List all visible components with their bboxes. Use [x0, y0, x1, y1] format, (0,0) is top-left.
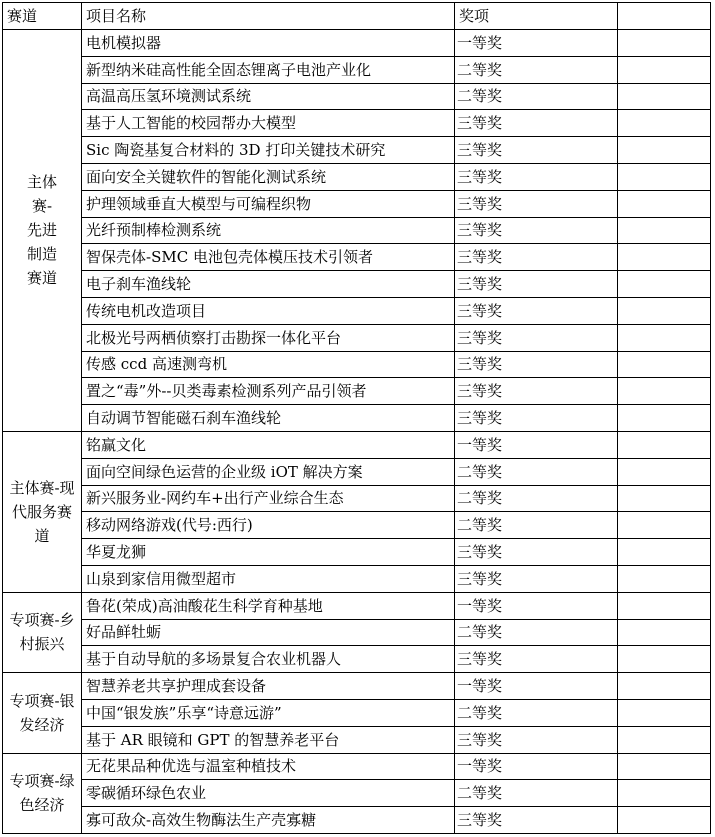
award-cell: 三等奖	[455, 217, 618, 244]
table-row	[3, 110, 711, 137]
table-row	[3, 646, 711, 673]
table-row	[3, 190, 711, 217]
awards-table-body	[3, 30, 711, 834]
extra-cell	[618, 405, 711, 432]
award-cell: 二等奖	[455, 619, 618, 646]
extra-cell	[618, 378, 711, 405]
track-cell: 专项赛-绿色经济	[3, 753, 82, 833]
table-row	[3, 512, 711, 539]
extra-cell	[618, 485, 711, 512]
table-row	[3, 619, 711, 646]
award-cell: 一等奖	[455, 592, 618, 619]
project-name-cell: 高温高压氢环境测试系统	[82, 83, 455, 110]
extra-cell	[618, 512, 711, 539]
extra-cell	[618, 726, 711, 753]
table-row	[3, 297, 711, 324]
project-name-cell: 中国“银发族”乐享“诗意远游”	[82, 699, 455, 726]
project-name-cell: 零碳循环绿色农业	[82, 780, 455, 807]
track-cell: 主体赛-先进制造赛道	[3, 30, 82, 432]
extra-cell	[618, 780, 711, 807]
extra-cell	[618, 458, 711, 485]
award-cell: 三等奖	[455, 646, 618, 673]
award-cell: 一等奖	[455, 431, 618, 458]
extra-cell	[618, 807, 711, 834]
project-name-cell: 置之“毒”外--贝类毒素检测系列产品引领者	[82, 378, 455, 405]
table-row	[3, 163, 711, 190]
extra-cell	[618, 565, 711, 592]
award-cell: 三等奖	[455, 351, 618, 378]
award-cell: 一等奖	[455, 30, 618, 57]
award-cell: 三等奖	[455, 807, 618, 834]
project-name-cell: 基于 AR 眼镜和 GPT 的智慧养老平台	[82, 726, 455, 753]
project-name-cell: 新型纳米硅高性能全固态锂离子电池产业化	[82, 56, 455, 83]
table-row	[3, 807, 711, 834]
header-extra	[618, 3, 711, 30]
project-name-cell: 寡可敌众-高效生物酶法生产壳寡糖	[82, 807, 455, 834]
award-cell: 二等奖	[455, 83, 618, 110]
project-name-cell: 好品鲜牡蛎	[82, 619, 455, 646]
table-row	[3, 244, 711, 271]
table-row	[3, 378, 711, 405]
extra-cell	[618, 699, 711, 726]
table-row	[3, 324, 711, 351]
extra-cell	[618, 83, 711, 110]
extra-cell	[618, 351, 711, 378]
header-track: 赛道	[3, 3, 82, 30]
extra-cell	[618, 244, 711, 271]
award-cell: 二等奖	[455, 458, 618, 485]
project-name-cell: 无花果品种优选与温室种植技术	[82, 753, 455, 780]
track-cell: 主体赛-现代服务赛道	[3, 431, 82, 592]
extra-cell	[618, 56, 711, 83]
project-name-cell: 电机模拟器	[82, 30, 455, 57]
table-row	[3, 485, 711, 512]
extra-cell	[618, 110, 711, 137]
extra-cell	[618, 753, 711, 780]
header-award: 奖项	[455, 3, 618, 30]
project-name-cell: 面向空间绿色运营的企业级 iOT 解决方案	[82, 458, 455, 485]
table-row	[3, 458, 711, 485]
extra-cell	[618, 592, 711, 619]
award-cell: 二等奖	[455, 485, 618, 512]
award-cell: 三等奖	[455, 324, 618, 351]
project-name-cell: 自动调节智能磁石刹车渔线轮	[82, 405, 455, 432]
table-row	[3, 137, 711, 164]
table-row	[3, 565, 711, 592]
track-cell: 专项赛-银发经济	[3, 673, 82, 753]
award-cell: 三等奖	[455, 565, 618, 592]
award-cell: 三等奖	[455, 110, 618, 137]
extra-cell	[618, 30, 711, 57]
track-cell: 专项赛-乡村振兴	[3, 592, 82, 672]
extra-cell	[618, 190, 711, 217]
awards-document	[2, 2, 711, 834]
table-row	[3, 780, 711, 807]
table-row	[3, 217, 711, 244]
extra-cell	[618, 619, 711, 646]
award-cell: 三等奖	[455, 378, 618, 405]
project-name-cell: 电子刹车渔线轮	[82, 271, 455, 298]
award-cell: 三等奖	[455, 190, 618, 217]
project-name-cell: 华夏龙狮	[82, 539, 455, 566]
award-cell: 二等奖	[455, 699, 618, 726]
project-name-cell: 山泉到家信用微型超市	[82, 565, 455, 592]
table-row	[3, 431, 711, 458]
project-name-cell: Sic 陶瓷基复合材料的 3D 打印关键技术研究	[82, 137, 455, 164]
project-name-cell: 传统电机改造项目	[82, 297, 455, 324]
award-cell: 三等奖	[455, 244, 618, 271]
award-cell: 二等奖	[455, 56, 618, 83]
award-cell: 二等奖	[455, 780, 618, 807]
table-row	[3, 592, 711, 619]
award-cell: 三等奖	[455, 726, 618, 753]
table-row	[3, 753, 711, 780]
award-cell: 三等奖	[455, 137, 618, 164]
header-project: 项目名称	[82, 3, 455, 30]
extra-cell	[618, 217, 711, 244]
header-row	[3, 3, 711, 30]
award-cell: 三等奖	[455, 539, 618, 566]
project-name-cell: 护理领域垂直大模型与可编程织物	[82, 190, 455, 217]
table-row	[3, 673, 711, 700]
award-cell: 三等奖	[455, 405, 618, 432]
award-cell: 三等奖	[455, 271, 618, 298]
table-row	[3, 405, 711, 432]
project-name-cell: 新兴服务业-网约车+出行产业综合生态	[82, 485, 455, 512]
extra-cell	[618, 673, 711, 700]
project-name-cell: 面向安全关键软件的智能化测试系统	[82, 163, 455, 190]
project-name-cell: 智慧养老共享护理成套设备	[82, 673, 455, 700]
award-cell: 三等奖	[455, 163, 618, 190]
table-row	[3, 351, 711, 378]
extra-cell	[618, 271, 711, 298]
project-name-cell: 基于人工智能的校园帮办大模型	[82, 110, 455, 137]
table-row	[3, 56, 711, 83]
award-cell: 三等奖	[455, 297, 618, 324]
project-name-cell: 铭赢文化	[82, 431, 455, 458]
extra-cell	[618, 163, 711, 190]
table-row	[3, 83, 711, 110]
project-name-cell: 北极光号两栖侦察打击勘探一体化平台	[82, 324, 455, 351]
table-row	[3, 699, 711, 726]
table-row	[3, 30, 711, 57]
project-name-cell: 基于自动导航的多场景复合农业机器人	[82, 646, 455, 673]
awards-table	[2, 2, 711, 834]
project-name-cell: 光纤预制棒检测系统	[82, 217, 455, 244]
award-cell: 一等奖	[455, 673, 618, 700]
award-cell: 一等奖	[455, 753, 618, 780]
extra-cell	[618, 646, 711, 673]
extra-cell	[618, 431, 711, 458]
table-row	[3, 539, 711, 566]
extra-cell	[618, 297, 711, 324]
project-name-cell: 传感 ccd 高速测弯机	[82, 351, 455, 378]
project-name-cell: 鲁花(荣成)高油酸花生科学育种基地	[82, 592, 455, 619]
extra-cell	[618, 137, 711, 164]
table-row	[3, 726, 711, 753]
extra-cell	[618, 324, 711, 351]
project-name-cell: 移动网络游戏(代号:西行)	[82, 512, 455, 539]
table-row	[3, 271, 711, 298]
extra-cell	[618, 539, 711, 566]
project-name-cell: 智保壳体-SMC 电池包壳体模压技术引领者	[82, 244, 455, 271]
award-cell: 二等奖	[455, 512, 618, 539]
